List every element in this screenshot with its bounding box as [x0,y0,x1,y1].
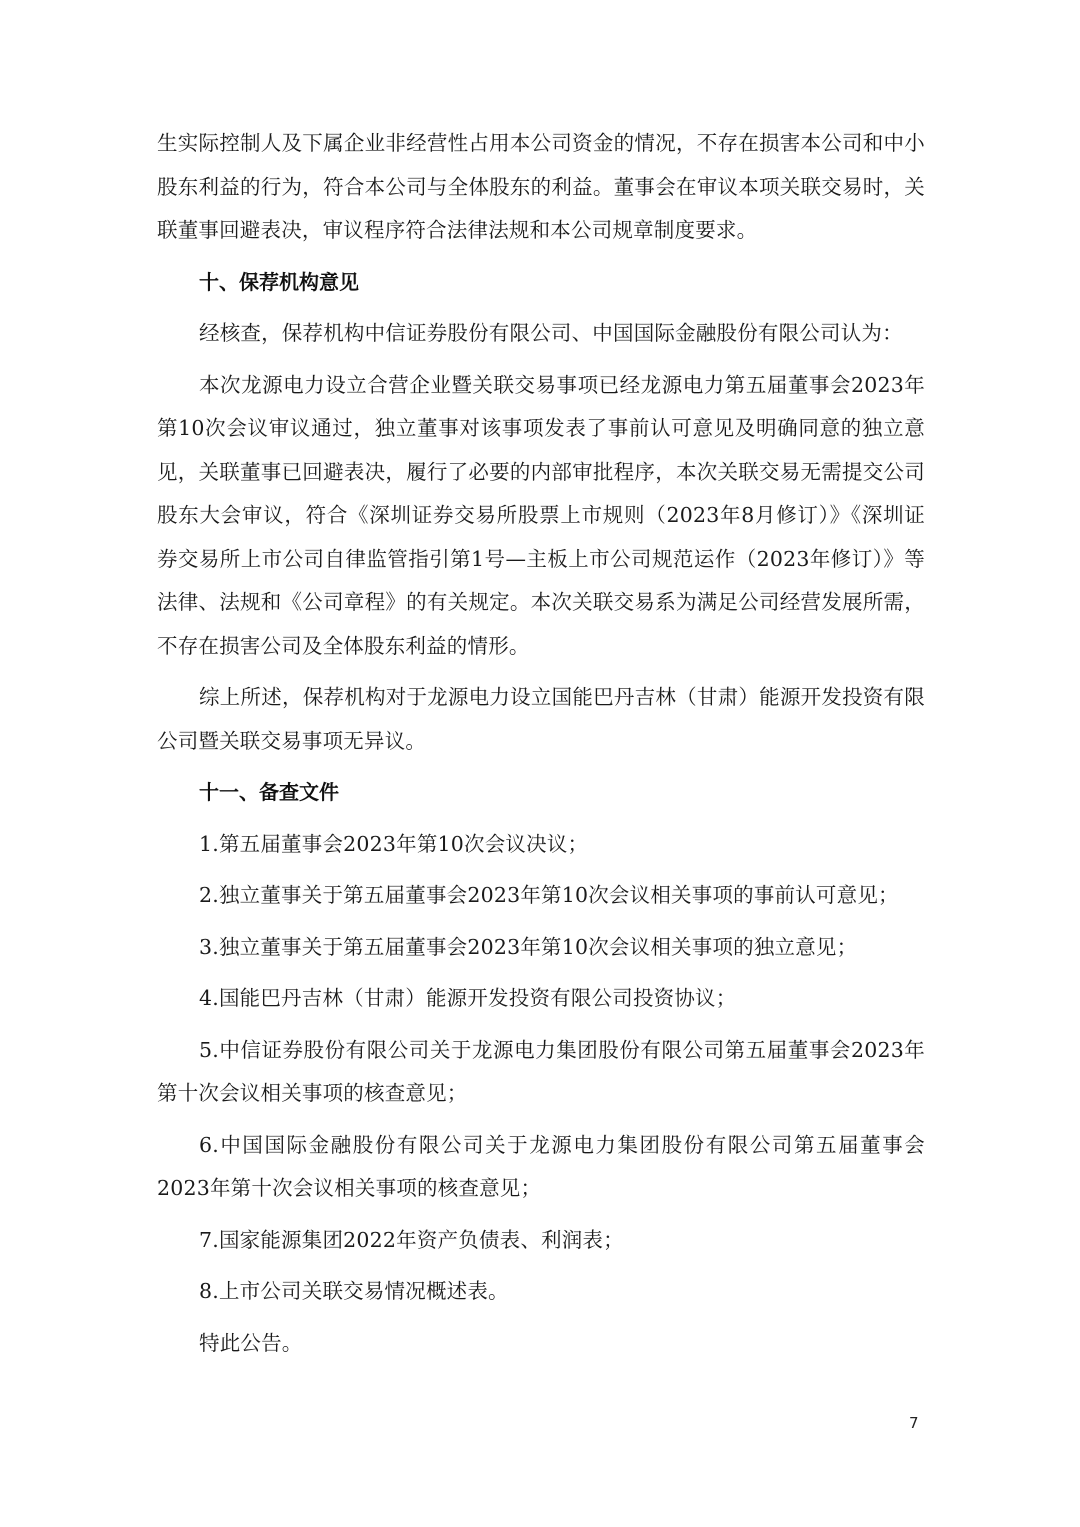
reference-document-item: 8.上市公司关联交易情况概述表。 [199,1279,509,1303]
continuation-paragraph: 生实际控制人及下属企业非经营性占用本公司资金的情况，不存在损害本公司和中小股东利益的行为，符合本公司与全体股东的利益。董事会在审议本项关联交易时，关联董事回避表决，审议程序符合法律法规和本公司规章制度要求。 [157,131,925,242]
section-heading-reference-documents: 十一、备查文件 [199,780,339,804]
sponsor-opinion-body: 本次龙源电力设立合营企业暨关联交易事项已经龙源电力第五届董事会2023年第10次会议审议通过，独立董事对该事项发表了事前认可意见及明确同意的独立意见，关联董事已回避表决，履行了必要的内部审批程序，本次关联交易无需提交公司股东大会审议，符合《深圳证券交易所股票上市规则（2023年8月修订）》《深圳证券交易所上市公司自律监管指引第1号—主板上市公司规范运作（2023年修订）》等法律、法规和《公司章程》的有关规定。本次关联交易系为满足公司经营发展所需，不存在损害公司及全体股东利益的情形。 [157,372,925,658]
reference-document-item: 4.国能巴丹吉林（甘肃）能源开发投资有限公司投资协议； [199,986,737,1010]
reference-document-item: 1.第五届董事会2023年第10次会议决议； [199,831,589,856]
reference-document-item: 5.中信证券股份有限公司关于龙源电力集团股份有限公司第五届董事会2023年第十次会议相关事项的核查意见； [157,1037,925,1105]
closing-statement: 特此公告。 [199,1330,303,1355]
document-page [157,122,925,1365]
page-number: 7 [909,1414,919,1432]
reference-document-item: 7.国家能源集团2022年资产负债表、利润表； [199,1227,624,1252]
sponsor-opinion-intro: 经核查，保荐机构中信证券股份有限公司、中国国际金融股份有限公司认为： [199,321,903,345]
reference-document-item: 6.中国国际金融股份有限公司关于龙源电力集团股份有限公司第五届董事会2023年第十次会议相关事项的核查意见； [157,1132,925,1200]
section-heading-sponsor-opinion: 十、保荐机构意见 [199,269,359,294]
reference-document-item: 3.独立董事关于第五届董事会2023年第10次会议相关事项的独立意见； [199,934,858,959]
reference-document-item: 2.独立董事关于第五届董事会2023年第10次会议相关事项的事前认可意见； [199,883,899,907]
sponsor-opinion-conclusion: 综上所述，保荐机构对于龙源电力设立国能巴丹吉林（甘肃）能源开发投资有限公司暨关联交易事项无异议。 [157,685,925,753]
